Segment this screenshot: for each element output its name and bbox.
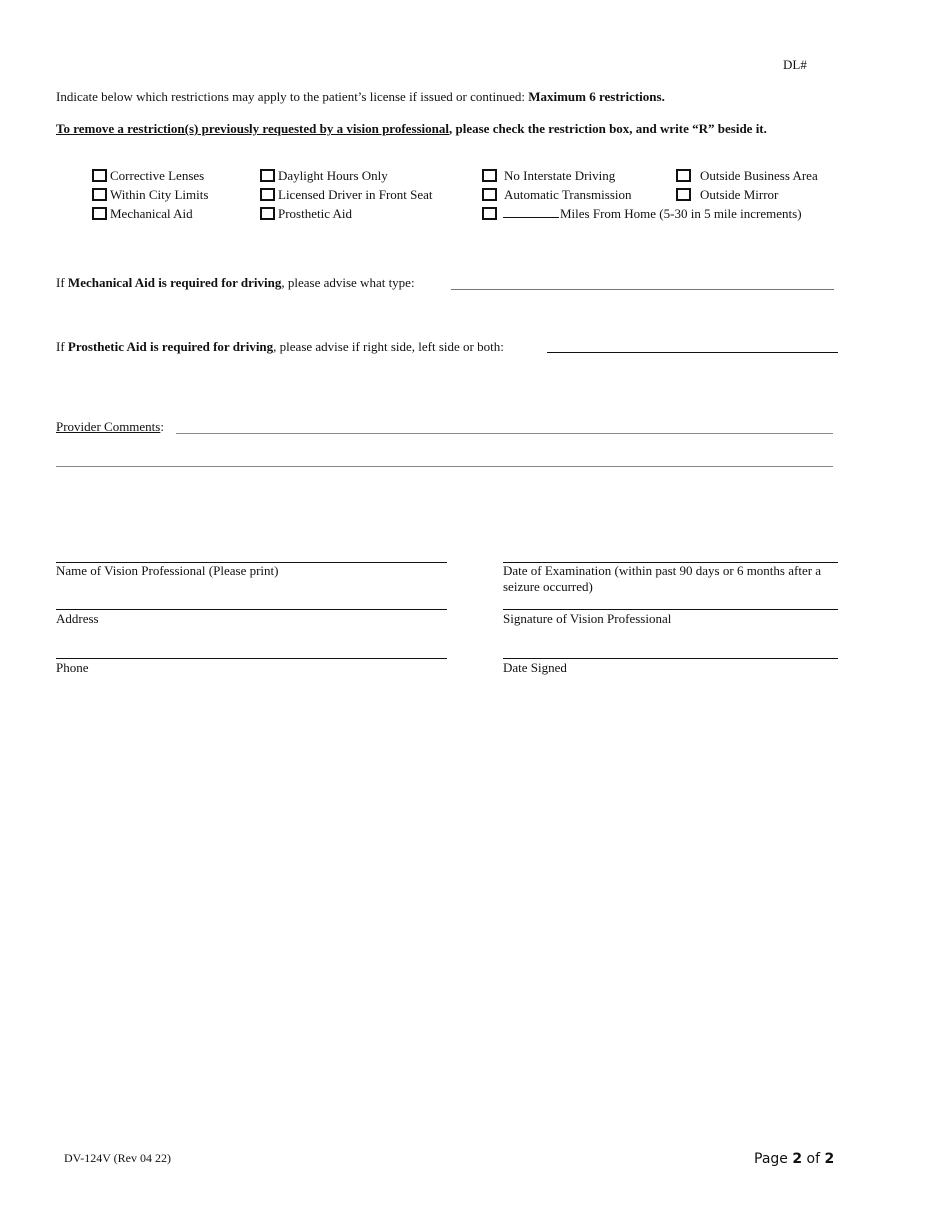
restriction-licensed-driver-front[interactable] [260, 187, 433, 203]
intro-max-restrictions: Maximum 6 restrictions. [528, 89, 665, 104]
checkbox-miles-from-home[interactable] [482, 207, 497, 220]
restriction-label: Outside Mirror [700, 187, 779, 202]
remove-note-underlined: To remove a restriction(s) previously requested by a vision professional [56, 121, 450, 136]
question-rest: , please advise if right side, left side or both: [273, 339, 504, 354]
checkbox-automatic-transmission[interactable] [482, 188, 497, 201]
date-signed-label: Date Signed [503, 660, 567, 675]
checkbox-daylight-hours[interactable] [260, 169, 275, 182]
checkbox-within-city-limits[interactable] [92, 188, 107, 201]
restriction-miles-from-home[interactable] [482, 206, 802, 222]
restriction-label: Prosthetic Aid [278, 206, 353, 221]
signature-field-line[interactable] [503, 609, 838, 610]
restriction-label: Licensed Driver in Front Seat [278, 187, 433, 202]
date-signed-field-line[interactable] [503, 658, 838, 659]
checkbox-prosthetic-aid[interactable] [260, 207, 275, 220]
restriction-outside-business-area[interactable] [676, 168, 818, 184]
name-of-vision-professional-label: Name of Vision Professional (Please print) [56, 563, 279, 578]
provider-comments-line-1[interactable] [176, 433, 833, 434]
question-prefix: If [56, 339, 68, 354]
checkbox-outside-mirror[interactable] [676, 188, 691, 201]
remove-note-rest: , please check the restriction box, and write “R” beside it. [449, 121, 767, 136]
question-prefix: If [56, 275, 68, 290]
restriction-mechanical-aid[interactable] [92, 206, 193, 222]
date-of-examination-label: Date of Examination (within past 90 days or 6 months after a seizure occurred) [503, 563, 822, 594]
mechanical-aid-type-field[interactable] [451, 289, 834, 290]
provider-comments-line-2[interactable] [56, 466, 833, 467]
intro-text-plain: Indicate below which restrictions may apply to the patient’s license if issued or continued: [56, 89, 529, 104]
restriction-label: Within City Limits [110, 187, 209, 202]
restriction-label: Outside Business Area [700, 168, 818, 183]
comments-label-text: Provider Comments [56, 419, 161, 434]
restriction-label: Corrective Lenses [110, 168, 205, 183]
question-rest: , please advise what type: [281, 275, 415, 290]
restriction-prosthetic-aid[interactable] [260, 206, 352, 222]
restriction-label: Miles From Home (5-30 in 5 mile increments) [560, 206, 802, 221]
checkbox-no-interstate[interactable] [482, 169, 497, 182]
restriction-label: Daylight Hours Only [278, 168, 388, 183]
signature-label: Signature of Vision Professional [503, 611, 672, 626]
phone-label: Phone [56, 660, 89, 675]
page-current: 2 [792, 1151, 803, 1167]
page-of: of [802, 1151, 825, 1167]
remove-restriction-note [56, 121, 767, 137]
intro-text [56, 89, 665, 105]
provider-comments-label [56, 419, 164, 435]
restriction-label: Automatic Transmission [504, 187, 632, 202]
checkbox-corrective-lenses[interactable] [92, 169, 107, 182]
comments-colon: : [160, 419, 164, 434]
question-bold: Prosthetic Aid is required for driving [67, 339, 274, 354]
restriction-daylight-hours[interactable] [260, 168, 388, 184]
prosthetic-aid-question [56, 339, 504, 355]
prosthetic-aid-side-field[interactable] [547, 352, 838, 353]
address-label: Address [56, 611, 99, 626]
phone-field-line[interactable] [56, 658, 447, 659]
page-total: 2 [824, 1151, 835, 1167]
mechanical-aid-question [56, 275, 415, 291]
checkbox-mechanical-aid[interactable] [92, 207, 107, 220]
checkbox-licensed-driver-front[interactable] [260, 188, 275, 201]
address-field-line[interactable] [56, 609, 447, 610]
restriction-label: Mechanical Aid [110, 206, 193, 221]
restriction-corrective-lenses[interactable] [92, 168, 204, 184]
checkbox-outside-business-area[interactable] [676, 169, 691, 182]
question-bold: Mechanical Aid is required for driving [67, 275, 282, 290]
restriction-outside-mirror[interactable] [676, 187, 778, 203]
dl-number-label: DL# [783, 57, 807, 72]
page-prefix: Page [754, 1151, 793, 1167]
restriction-within-city-limits[interactable] [92, 187, 208, 203]
form-id: DV-124V (Rev 04 22) [64, 1151, 171, 1165]
restriction-automatic-transmission[interactable] [482, 187, 632, 203]
page-indicator [754, 1151, 834, 1167]
restriction-label: No Interstate Driving [504, 168, 616, 183]
miles-blank-field[interactable] [503, 206, 559, 218]
restriction-no-interstate[interactable] [482, 168, 615, 184]
